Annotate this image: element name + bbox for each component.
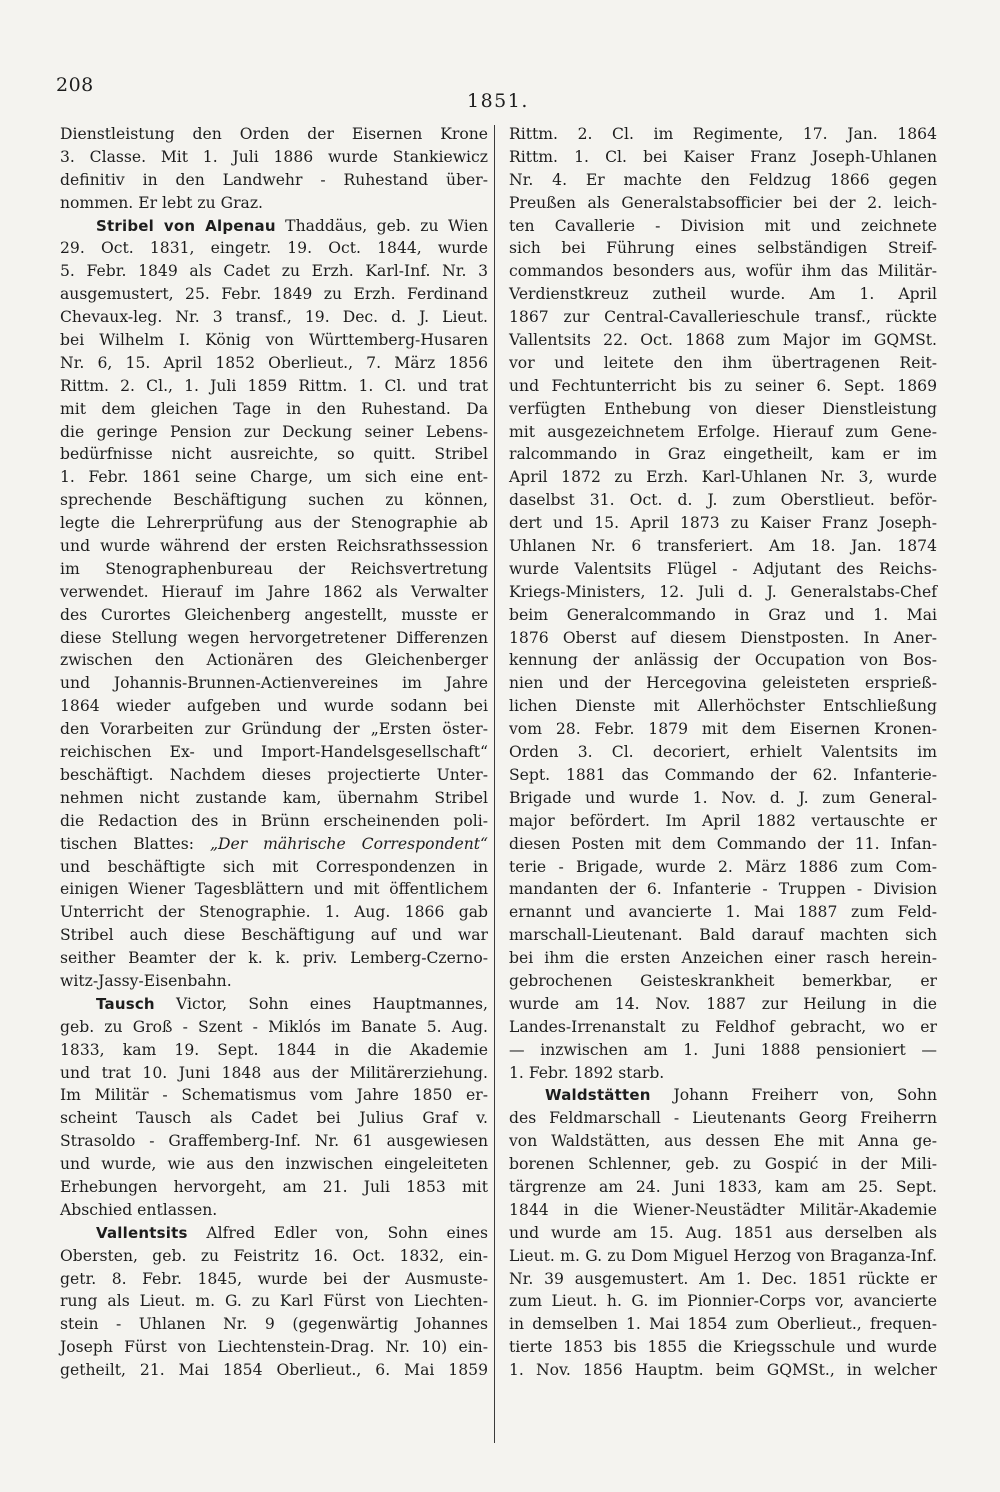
text-line bbox=[509, 1153, 937, 1176]
text-line bbox=[509, 558, 937, 581]
line-text: bei ihm die ersten Anzeichen einer rasch herein- bbox=[509, 949, 937, 968]
text-line bbox=[509, 1016, 937, 1039]
text-line bbox=[60, 1084, 488, 1107]
text-line bbox=[509, 123, 937, 146]
line-text: reichischen Ex- und Import-Handelsgesellschaft“ bbox=[60, 743, 488, 762]
text-line bbox=[60, 512, 488, 535]
left-column bbox=[60, 123, 488, 1382]
column-divider bbox=[494, 125, 495, 1443]
line-text: verwendet. Hierauf im Jahre 1862 als Verwalter bbox=[60, 582, 488, 601]
line-text: diesen Posten mit dem Commando der 11. Infan- bbox=[509, 834, 937, 853]
line-text: 3. Classe. Mit 1. Juli 1886 wurde Stankiewicz bbox=[60, 147, 488, 166]
line-text: Lieut. m. G. zu Dom Miguel Herzog von Braganza-Inf. bbox=[509, 1246, 937, 1265]
text-line bbox=[60, 741, 488, 764]
line-text: bei Wilhelm I. König von Württemberg-Husaren bbox=[60, 331, 488, 350]
text-line bbox=[509, 947, 937, 970]
text-line bbox=[509, 581, 937, 604]
text-line bbox=[60, 1176, 488, 1199]
text-line bbox=[509, 672, 937, 695]
text-line bbox=[509, 1039, 937, 1062]
text-line bbox=[509, 1130, 937, 1153]
line-text: ralcommando in Graz eingetheilt, kam er im bbox=[509, 445, 937, 464]
line-text: Preußen als Generalstabsofficier bei der 2. leich- bbox=[509, 193, 937, 212]
text-line bbox=[60, 192, 488, 215]
line-text: getr. 8. Febr. 1845, wurde bei der Ausmuste- bbox=[60, 1269, 488, 1288]
line-text: gebrochenen Geisteskrankheit bemerkbar, er bbox=[509, 971, 937, 990]
text-line bbox=[509, 169, 937, 192]
text-line bbox=[509, 1084, 937, 1107]
text-line bbox=[509, 1268, 937, 1291]
line-text: Orden 3. Cl. decoriert, erhielt Valentsits im bbox=[509, 743, 937, 762]
text-line bbox=[509, 398, 937, 421]
text-line bbox=[509, 489, 937, 512]
line-text: nehmen nicht zustande kam, übernahm Stribel bbox=[60, 788, 488, 807]
text-line bbox=[60, 1268, 488, 1291]
text-line bbox=[60, 672, 488, 695]
line-text: Kriegs-Ministers, 12. Juli d. J. Generalstabs-Chef bbox=[509, 582, 937, 601]
text-line bbox=[509, 741, 937, 764]
text-line bbox=[509, 1290, 937, 1313]
line-text: seither Beamter der k. k. priv. Lemberg-Czerno- bbox=[60, 949, 488, 968]
text-line bbox=[509, 1359, 937, 1382]
text-line bbox=[60, 1199, 488, 1222]
line-text: Obersten, geb. zu Feistritz 16. Oct. 1832, ein- bbox=[60, 1246, 488, 1265]
line-text: Landes-Irrenanstalt zu Feldhof gebracht, wo er bbox=[509, 1017, 937, 1036]
line-text: 1833, kam 19. Sept. 1844 in die Akademie bbox=[60, 1040, 488, 1059]
text-line bbox=[509, 878, 937, 901]
text-line bbox=[60, 924, 488, 947]
text-line bbox=[60, 1062, 488, 1085]
text-line bbox=[60, 1245, 488, 1268]
text-line bbox=[60, 993, 488, 1016]
text-line bbox=[509, 1062, 937, 1085]
text-line bbox=[60, 878, 488, 901]
line-text: Brigade und wurde 1. Nov. d. J. zum General- bbox=[509, 788, 937, 807]
line-text: ernannt und avancierte 1. Mai 1887 zum Feld- bbox=[509, 903, 937, 922]
text-line bbox=[509, 924, 937, 947]
text-line bbox=[60, 1016, 488, 1039]
text-line bbox=[60, 856, 488, 879]
line-text: sprechende Beschäftigung suchen zu können, bbox=[60, 491, 488, 510]
text-line bbox=[60, 237, 488, 260]
line-text: marschall-Lieutenant. Bald darauf machten sich bbox=[509, 926, 937, 945]
text-line bbox=[60, 535, 488, 558]
text-line bbox=[60, 718, 488, 741]
text-line bbox=[509, 375, 937, 398]
text-line bbox=[509, 421, 937, 444]
line-text: vor und leitete den ihm übertragenen Reit- bbox=[509, 353, 937, 372]
text-line bbox=[509, 833, 937, 856]
line-text: Sept. 1881 das Commando der 62. Infanterie- bbox=[509, 765, 937, 784]
text-line bbox=[60, 649, 488, 672]
text-line bbox=[60, 146, 488, 169]
line-text: — inzwischen am 1. Juni 1888 pensioniert — bbox=[509, 1040, 937, 1059]
line-text: und trat 10. Juni 1848 aus der Militärerziehung. bbox=[60, 1063, 488, 1082]
text-line bbox=[509, 1313, 937, 1336]
text-line bbox=[509, 1199, 937, 1222]
text-line bbox=[60, 1336, 488, 1359]
text-line bbox=[509, 764, 937, 787]
text-line bbox=[60, 421, 488, 444]
line-text: lichen Dienste mit Allerhöchster Entschließung bbox=[509, 697, 937, 716]
line-text: sich bei Führung eines selbständigen Streif- bbox=[509, 239, 937, 258]
line-text: mit ausgezeichnetem Erfolge. Hierauf zum Gene- bbox=[509, 422, 937, 441]
line-text: und Fechtunterricht bis zu seiner 6. Sept. 1869 bbox=[509, 376, 937, 395]
text-line bbox=[60, 489, 488, 512]
line-text: des Feldmarschall - Lieutenants Georg Freiherrn bbox=[509, 1109, 937, 1128]
text-line bbox=[509, 718, 937, 741]
text-line bbox=[60, 123, 488, 146]
line-text: und Johannis-Brunnen-Actienvereines im Jahre bbox=[60, 674, 488, 693]
line-text: und wurde während der ersten Reichsrathssession bbox=[60, 537, 488, 556]
line-text: 29. Oct. 1831, eingetr. 19. Oct. 1844, wurde bbox=[60, 239, 488, 258]
line-text: major befördert. Im April 1882 vertauschte er bbox=[509, 811, 937, 830]
text-line bbox=[60, 787, 488, 810]
text-line bbox=[60, 695, 488, 718]
line-text: Victor, Sohn eines Hauptmannes, bbox=[154, 994, 488, 1013]
text-line bbox=[509, 1176, 937, 1199]
text-line bbox=[60, 833, 488, 856]
entry-name: Tausch bbox=[96, 994, 155, 1013]
text-line bbox=[509, 146, 937, 169]
line-text: zwischen den Actionären des Gleichenberger bbox=[60, 651, 488, 670]
line-text: dert und 15. April 1873 zu Kaiser Franz Joseph- bbox=[509, 514, 937, 533]
text-line bbox=[60, 1107, 488, 1130]
line-text: rung als Lieut. m. G. zu Karl Fürst von Liechten- bbox=[60, 1292, 488, 1311]
text-line bbox=[60, 466, 488, 489]
line-text: Im Militär - Schematismus vom Jahre 1850 er- bbox=[60, 1086, 488, 1105]
line-text: ten Cavallerie - Division mit und zeichnete bbox=[509, 216, 937, 235]
line-text: verfügten Enthebung von dieser Dienstleistung bbox=[509, 399, 937, 418]
line-text: wurde am 14. Nov. 1887 zur Heilung in die bbox=[509, 994, 937, 1013]
text-line bbox=[60, 1130, 488, 1153]
line-text: Erhebungen hervorgeht, am 21. Juli 1853 mit bbox=[60, 1177, 488, 1196]
text-line bbox=[509, 215, 937, 238]
text-line bbox=[60, 1290, 488, 1313]
text-line bbox=[509, 1336, 937, 1359]
line-text: des Curortes Gleichenberg angestellt, musste er bbox=[60, 605, 488, 624]
line-text: die geringe Pension zur Deckung seiner Lebens- bbox=[60, 422, 488, 441]
line-text: scheint Tausch als Cadet bei Julius Graf v. bbox=[60, 1109, 488, 1128]
line-text: Stribel auch diese Beschäftigung auf und war bbox=[60, 926, 488, 945]
line-text: Verdienstkreuz zutheil wurde. Am 1. April bbox=[509, 285, 937, 304]
text-line bbox=[60, 1359, 488, 1382]
line-text: von Waldstätten, aus dessen Ehe mit Anna ge- bbox=[509, 1132, 937, 1151]
text-line bbox=[60, 901, 488, 924]
line-text: legte die Lehrerprüfung aus der Stenographie ab bbox=[60, 514, 488, 533]
text-line bbox=[60, 947, 488, 970]
text-line bbox=[60, 1222, 488, 1245]
text-line bbox=[509, 535, 937, 558]
line-text: beschäftigt. Nachdem dieses projectierte Unter- bbox=[60, 765, 488, 784]
text-line bbox=[509, 283, 937, 306]
text-line bbox=[60, 581, 488, 604]
text-line bbox=[60, 215, 488, 238]
line-text: im Stenographenbureau der Reichsvertretung bbox=[60, 559, 488, 578]
line-text: und wurde am 15. Aug. 1851 aus derselben als bbox=[509, 1223, 937, 1242]
text-line bbox=[60, 604, 488, 627]
text-line bbox=[60, 1153, 488, 1176]
text-line bbox=[60, 970, 488, 993]
line-text: 1. Febr. 1861 seine Charge, um sich eine ent- bbox=[60, 468, 488, 487]
line-text: mandanten der 6. Infanterie - Truppen - Division bbox=[509, 880, 937, 899]
text-line bbox=[509, 901, 937, 924]
line-text: 1. Nov. 1856 Hauptm. beim GQMSt., in welcher bbox=[509, 1361, 937, 1380]
text-line bbox=[60, 443, 488, 466]
line-text: 1844 in die Wiener-Neustädter Militär-Akademie bbox=[509, 1200, 937, 1219]
line-text: Dienstleistung den Orden der Eisernen Krone bbox=[60, 125, 488, 143]
line-text: 1876 Oberst auf diesem Dienstposten. In Aner- bbox=[509, 628, 937, 647]
text-line bbox=[509, 237, 937, 260]
line-text: vom 28. Febr. 1879 mit dem Eisernen Kronen- bbox=[509, 720, 937, 739]
line-text: borenen Schlenner, geb. zu Gospić in der Mili- bbox=[509, 1155, 937, 1174]
text-line bbox=[509, 787, 937, 810]
text-line bbox=[509, 306, 937, 329]
line-text: commandos besonders aus, wofür ihm das Militär- bbox=[509, 262, 937, 281]
line-text: zum Lieut. h. G. im Pionnier-Corps vor, avancierte bbox=[509, 1292, 937, 1311]
line-text: Joseph Fürst von Liechtenstein-Drag. Nr. 10) ein- bbox=[60, 1338, 488, 1357]
text-line bbox=[509, 466, 937, 489]
line-text: mit dem gleichen Tage in den Ruhestand. Da bbox=[60, 399, 488, 418]
line-text: kennung der anlässig der Occupation von Bos- bbox=[509, 651, 937, 670]
line-text: Rittm. 1. Cl. bei Kaiser Franz Joseph-Uhlanen bbox=[509, 147, 937, 166]
text-line bbox=[60, 329, 488, 352]
text-line bbox=[60, 398, 488, 421]
text-line bbox=[509, 192, 937, 215]
line-text: stein - Uhlanen Nr. 9 (gegenwärtig Johannes bbox=[60, 1315, 488, 1334]
line-text: Chevaux-leg. Nr. 3 transf., 19. Dec. d. J. Lieut. bbox=[60, 308, 488, 327]
text-line bbox=[60, 1039, 488, 1062]
line-text: Vallentsits 22. Oct. 1868 zum Major im GQMSt. bbox=[509, 331, 937, 350]
line-text: 1867 zur Central-Cavallerieschule transf., rückte bbox=[509, 308, 937, 327]
text-line bbox=[509, 695, 937, 718]
text-line bbox=[509, 810, 937, 833]
line-text: bedürfnisse nicht ausreichte, so quitt. Stribel bbox=[60, 445, 488, 464]
text-line bbox=[60, 558, 488, 581]
line-text: diese Stellung wegen hervorgetretener Differenzen bbox=[60, 628, 488, 647]
line-text: Rittm. 2. Cl. im Regimente, 17. Jan. 1864 bbox=[509, 125, 937, 143]
line-text: definitiv in den Landwehr - Ruhestand über- bbox=[60, 170, 488, 189]
line-text: getheilt, 21. Mai 1854 Oberlieut., 6. Mai 1859 bbox=[60, 1361, 488, 1380]
text-line bbox=[60, 627, 488, 650]
text-line bbox=[509, 627, 937, 650]
entry-name: Stribel von Alpenau bbox=[96, 216, 276, 235]
entry-name: Vallentsits bbox=[96, 1223, 188, 1242]
line-text: tierte 1853 bis 1855 die Kriegsschule und wurde bbox=[509, 1338, 937, 1357]
line-text: wurde Valentsits Flügel - Adjutant des Reichs- bbox=[509, 559, 937, 578]
line-text: tischen Blattes: bbox=[60, 834, 210, 853]
line-text: terie - Brigade, wurde 2. März 1886 zum Com- bbox=[509, 857, 937, 876]
line-text: Nr. 6, 15. April 1852 Oberlieut., 7. März 1856 bbox=[60, 353, 488, 372]
line-text: einigen Wiener Tagesblättern und mit öffentlichem bbox=[60, 880, 488, 899]
running-head-year: 1851. bbox=[467, 90, 529, 112]
text-line bbox=[509, 1107, 937, 1130]
line-text: Nr. 39 ausgemustert. Am 1. Dec. 1851 rückte er bbox=[509, 1269, 937, 1288]
text-line bbox=[509, 443, 937, 466]
text-line bbox=[60, 169, 488, 192]
line-text: Johann Freiherr von, Sohn bbox=[650, 1086, 937, 1105]
line-text: geb. zu Groß - Szent - Miklós im Banate 5. Aug. bbox=[60, 1017, 488, 1036]
line-text: die Redaction des in Brünn erscheinenden poli- bbox=[60, 811, 488, 830]
page-number: 208 bbox=[56, 74, 94, 96]
line-text: Rittm. 2. Cl., 1. Juli 1859 Rittm. 1. Cl. und trat bbox=[60, 376, 488, 395]
text-line bbox=[509, 329, 937, 352]
line-text: nien und der Hercegovina geleisteten ersprieß- bbox=[509, 674, 937, 693]
text-line bbox=[60, 352, 488, 375]
text-line bbox=[509, 993, 937, 1016]
line-text: April 1872 zu Erzh. Karl-Uhlanen Nr. 3, wurde bbox=[509, 468, 937, 487]
entry-name: Waldstätten bbox=[545, 1086, 651, 1105]
line-text: beim Generalcommando in Graz und 1. Mai bbox=[509, 605, 937, 624]
text-line bbox=[509, 1222, 937, 1245]
text-line bbox=[509, 856, 937, 879]
text-line bbox=[509, 260, 937, 283]
text-line bbox=[509, 1245, 937, 1268]
line-text: in demselben 1. Mai 1854 zum Oberlieut., frequen- bbox=[509, 1315, 937, 1334]
line-text: witz-Jassy-Eisenbahn. bbox=[60, 971, 232, 990]
line-text: 1864 wieder aufgeben und wurde sodann bei bbox=[60, 697, 488, 716]
line-text: Nr. 4. Er machte den Feldzug 1866 gegen bbox=[509, 170, 937, 189]
line-text: Thaddäus, geb. zu Wien bbox=[275, 216, 488, 235]
line-text: Uhlanen Nr. 6 transferiert. Am 18. Jan. 1874 bbox=[509, 537, 937, 556]
right-column bbox=[509, 123, 937, 1382]
line-text: Alfred Edler von, Sohn eines bbox=[187, 1223, 488, 1242]
text-line bbox=[60, 375, 488, 398]
text-line bbox=[509, 970, 937, 993]
text-line bbox=[60, 306, 488, 329]
line-text: nommen. Er lebt zu Graz. bbox=[60, 193, 264, 212]
line-text: tärgrenze am 24. Juni 1833, kam am 25. Sept. bbox=[509, 1177, 937, 1196]
text-line bbox=[60, 283, 488, 306]
text-line bbox=[509, 649, 937, 672]
line-text: den Vorarbeiten zur Gründung der „Ersten öster- bbox=[60, 720, 488, 739]
line-text: 5. Febr. 1849 als Cadet zu Erzh. Karl-Inf. Nr. 3 bbox=[60, 262, 488, 281]
text-line bbox=[60, 260, 488, 283]
line-text: und wurde, wie aus den inzwischen eingeleiteten bbox=[60, 1155, 488, 1174]
text-line bbox=[60, 1313, 488, 1336]
line-text: daselbst 31. Oct. d. J. zum Oberstlieut. beför- bbox=[509, 491, 937, 510]
line-text: ausgemustert, 25. Febr. 1849 zu Erzh. Ferdinand bbox=[60, 285, 488, 304]
italic-title: „Der mährische Correspondent“ bbox=[209, 834, 488, 853]
line-text: 1. Febr. 1892 starb. bbox=[509, 1063, 665, 1082]
line-text: und beschäftigte sich mit Correspondenzen in bbox=[60, 857, 488, 876]
line-text: Strasoldo - Graffemberg-Inf. Nr. 61 ausgewiesen bbox=[60, 1132, 488, 1151]
text-line bbox=[509, 604, 937, 627]
text-line bbox=[60, 764, 488, 787]
line-text: Abschied entlassen. bbox=[60, 1200, 218, 1219]
text-line bbox=[509, 352, 937, 375]
line-text: Unterricht der Stenographie. 1. Aug. 1866 gab bbox=[60, 903, 488, 922]
text-line bbox=[60, 810, 488, 833]
text-line bbox=[509, 512, 937, 535]
